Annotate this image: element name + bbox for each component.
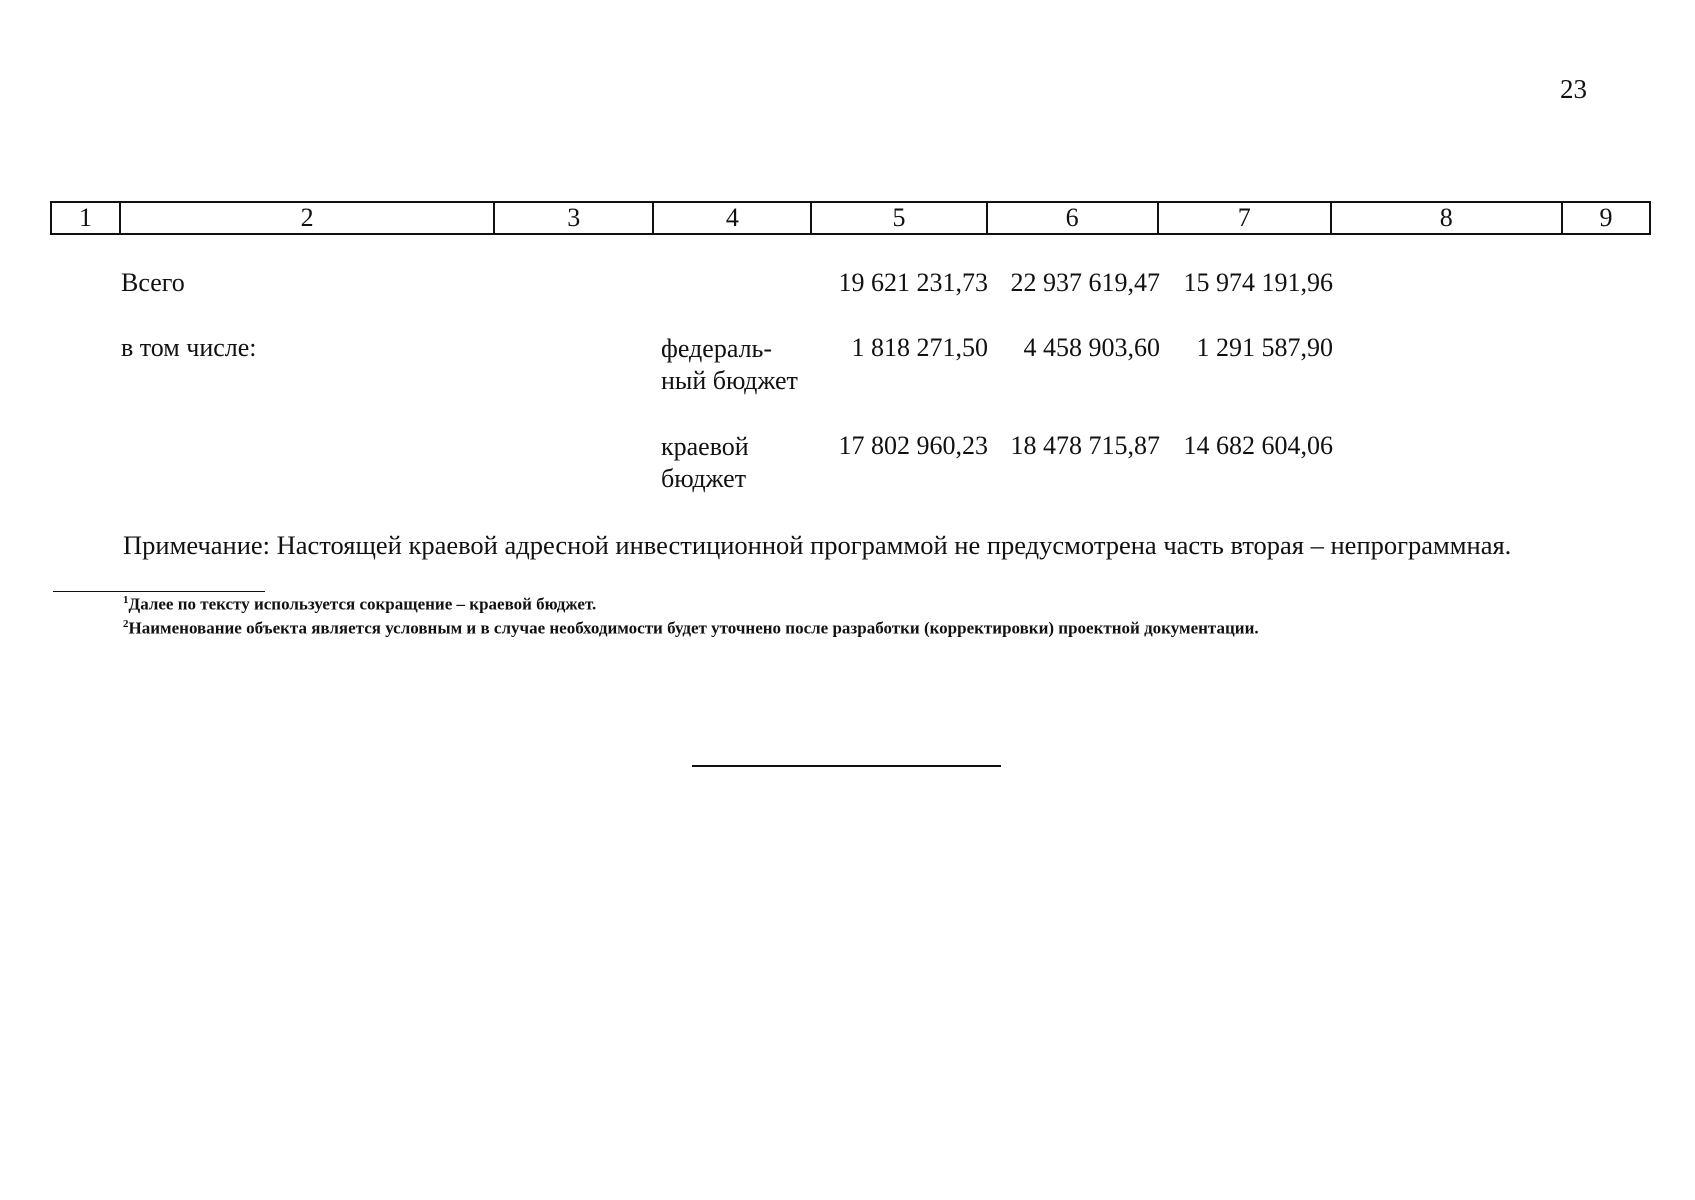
header-cell: 5	[811, 202, 986, 234]
note-text: Примечание: Настоящей краевой адресной инвестиционной программой не предусмотрена часть вторая – непрограммная.	[123, 530, 1512, 560]
footnote-2-text: Наименование объекта является условным и в случае необходимости будет уточнено после разработки (корректировки) проектной документации.	[128, 618, 1259, 638]
federal-col7: 1 291 587,90	[1196, 333, 1333, 362]
footnote-separator	[53, 591, 265, 592]
footnote-2	[123, 618, 1259, 639]
header-cell: 9	[1562, 202, 1650, 234]
header-cell: 2	[120, 202, 494, 234]
total-label: Всего	[121, 268, 185, 297]
header-row	[51, 202, 1650, 234]
regional-budget-line2: бюджет	[661, 464, 747, 493]
header-cell: 6	[987, 202, 1158, 234]
regional-col7: 14 682 604,06	[1183, 431, 1333, 460]
header-cell: 1	[51, 202, 120, 234]
footnote-2-mark: 2	[123, 618, 129, 630]
total-col7: 15 974 191,96	[1183, 268, 1333, 297]
header-cell: 4	[653, 202, 811, 234]
regional-col6: 18 478 715,87	[1010, 431, 1160, 460]
footnote-1	[123, 594, 596, 615]
regional-col5: 17 802 960,23	[838, 431, 988, 460]
footnote-1-mark: 1	[123, 594, 129, 606]
footnote-1-text: Далее по тексту используется сокращение – краевой бюджет.	[128, 594, 597, 614]
including-label: в том числе:	[121, 333, 257, 362]
header-cell: 8	[1331, 202, 1562, 234]
federal-col6: 4 458 903,60	[1023, 333, 1160, 362]
regional-budget-line1: краевой	[661, 432, 749, 461]
federal-col5: 1 818 271,50	[851, 333, 988, 362]
page-number: 23	[1560, 74, 1587, 104]
column-number-header	[50, 201, 1651, 235]
total-col5: 19 621 231,73	[838, 268, 988, 297]
end-of-document-rule	[692, 765, 1001, 767]
header-cell: 3	[494, 202, 653, 234]
federal-budget-line1: федераль-	[661, 334, 773, 363]
federal-budget-label	[661, 333, 798, 397]
regional-budget-label	[661, 431, 749, 495]
federal-budget-line2: ный бюджет	[661, 366, 798, 395]
total-col6: 22 937 619,47	[1010, 268, 1160, 297]
header-cell: 7	[1158, 202, 1331, 234]
